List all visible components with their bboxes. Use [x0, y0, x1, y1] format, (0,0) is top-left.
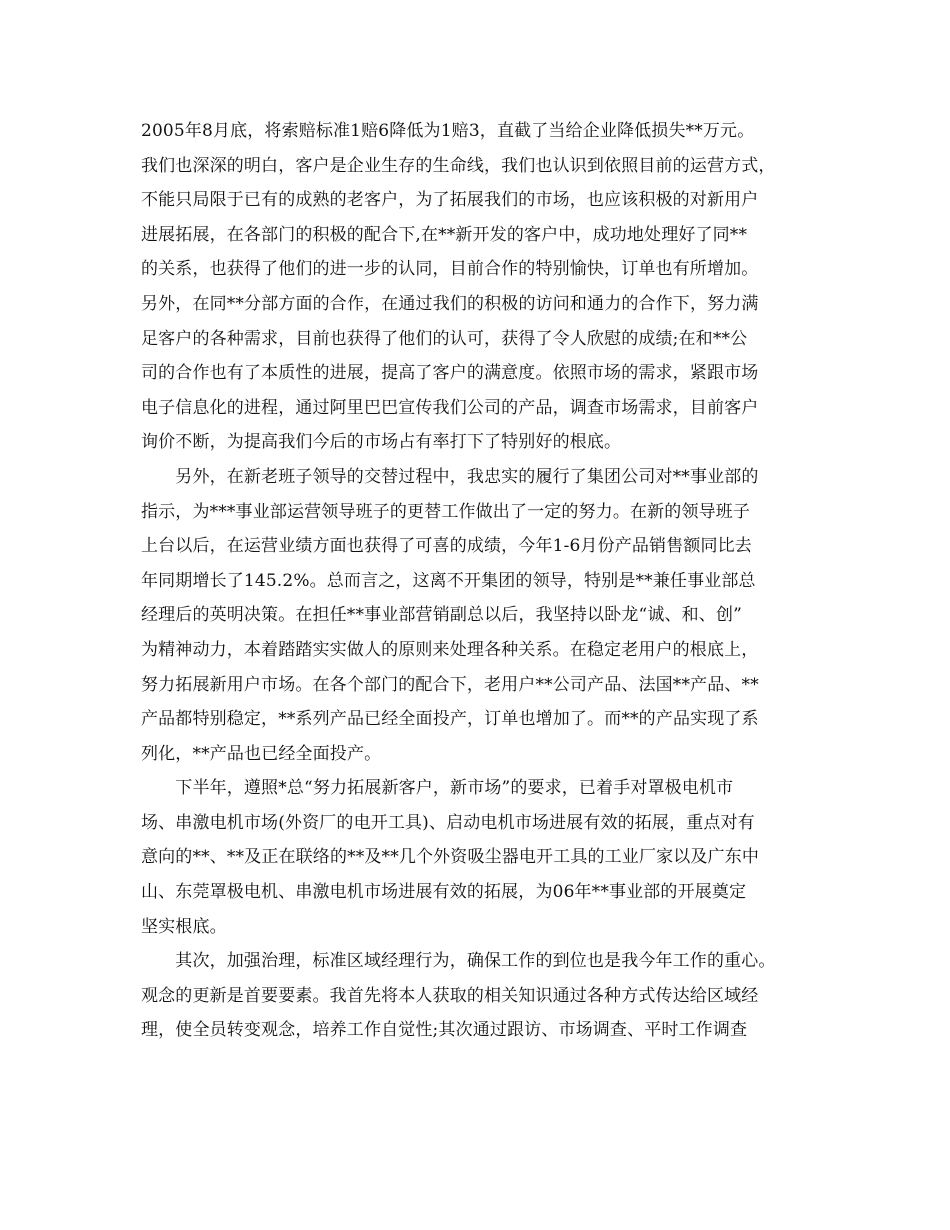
- document-body: [141, 114, 813, 1048]
- text-line-27: 理，使全员转变观念，培养工作自觉性;其次通过跟访、市场调查、平时工作调查: [141, 1020, 748, 1041]
- text-line-17: 努力拓展新用户市场。在各个部门的配合下，老用户**公司产品、法国**产品、**: [141, 674, 759, 695]
- text-line-20: 下半年，遵照*总“努力拓展新客户，新市场”的要求，已着手对罩极电机市: [141, 778, 734, 799]
- text-line-18: 产品都特别稳定，**系列产品已经全面投产，订单也增加了。而**的产品实现了系: [141, 709, 759, 730]
- text-line-5: 的关系，也获得了他们的进一步的认同，目前合作的特别愉快，订单也有所增加。: [141, 259, 759, 280]
- text-line-14: 年同期增长了145.2%。总而言之，这离不开集团的领导，特别是**兼任事业部总: [141, 570, 756, 591]
- text-line-9: 电子信息化的进程，通过阿里巴巴宣传我们公司的产品，调查市场需求，目前客户: [141, 397, 759, 418]
- text-line-1: 2005年8月底，将索赔标准1赔6降低为1赔3，直截了当给企业降低损失**万元。: [141, 121, 755, 141]
- text-line-16: 为精神动力，本着踏踏实实做人的原则来处理各种关系。在稳定老用户的根底上，: [141, 639, 759, 660]
- text-line-10: 询价不断，为提高我们今后的市场占有率打下了特别好的根底。: [141, 432, 622, 453]
- text-line-25: 其次，加强治理，标准区域经理行为，确保工作的到位也是我今年工作的重心。: [141, 951, 776, 972]
- text-line-24: 坚实根底。: [141, 916, 227, 937]
- text-line-19: 列化，**产品也已经全面投产。: [141, 743, 382, 764]
- text-line-8: 司的合作也有了本质性的进展，提高了客户的满意度。依照市场的需求，紧跟市场: [141, 363, 759, 384]
- text-line-6: 另外，在同**分部方面的合作，在通过我们的积极的访问和通力的合作下，努力满: [141, 293, 759, 314]
- text-line-12: 指示，为***事业部运营领导班子的更替工作做出了一定的努力。在新的领导班子: [141, 501, 751, 522]
- text-line-21: 场、串激电机市场(外资厂的电开工具)、启动电机市场进展有效的拓展，重点对有: [141, 812, 755, 833]
- text-line-2: 我们也深深的明白，客户是企业生存的生命线，我们也认识到依照目前的运营方式，: [141, 155, 776, 176]
- text-line-7: 足客户的各种需求，目前也获得了他们的认可，获得了令人欣慰的成绩;在和**公: [141, 328, 748, 349]
- text-line-23: 山、东莞罩极电机、串激电机市场进展有效的拓展，为06年**事业部的开展奠定: [141, 882, 747, 903]
- text-line-11: 另外，在新老班子领导的交替过程中，我忠实的履行了集团公司对**事业部的: [141, 466, 759, 487]
- text-line-26: 观念的更新是首要要素。我首先将本人获取的相关知识通过各种方式传达给区域经: [141, 985, 759, 1006]
- text-line-3: 不能只局限于已有的成熟的老客户，为了拓展我们的市场，也应该积极的对新用户: [141, 190, 759, 211]
- text-line-22: 意向的**、**及正在联络的**及**几个外资吸尘器电开工具的工业厂家以及广东中: [141, 847, 759, 868]
- text-line-13: 上台以后，在运营业绩方面也获得了可喜的成绩，今年1-6月份产品销售额同比去: [141, 536, 752, 557]
- text-line-4: 进展拓展，在各部门的积极的配合下,在**新开发的客户中，成功地处理好了同**: [141, 224, 748, 245]
- text-line-15: 经理后的英明决策。在担任**事业部营销副总以后，我坚持以卧龙“诚、和、创”: [141, 605, 742, 626]
